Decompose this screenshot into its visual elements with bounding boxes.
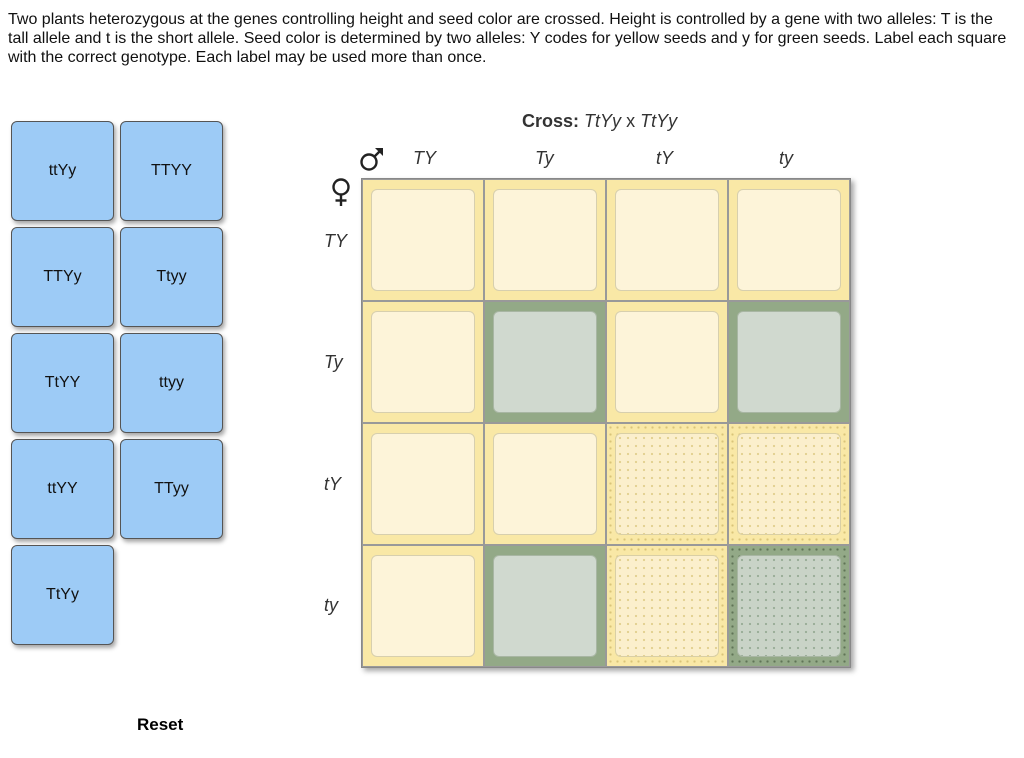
male-gamete-label: tY: [656, 148, 674, 168]
cross-separator: x: [626, 111, 636, 131]
genotype-drop-target[interactable]: [615, 555, 719, 657]
genotype-drop-target[interactable]: [737, 311, 841, 413]
genotype-drop-target[interactable]: [615, 433, 719, 535]
punnett-cell: [728, 179, 850, 301]
male-gamete-label: Ty: [535, 148, 554, 168]
cross-parent1: TtYy: [584, 111, 622, 131]
female-gamete-label: ty: [324, 595, 339, 615]
label-tile[interactable]: ttyy: [120, 333, 223, 433]
label-tile[interactable]: ttYy: [11, 121, 114, 221]
genotype-drop-target[interactable]: [371, 555, 475, 657]
genotype-drop-target[interactable]: [615, 189, 719, 291]
genotype-drop-target[interactable]: [371, 311, 475, 413]
genotype-drop-target[interactable]: [737, 433, 841, 535]
punnett-cell: [362, 179, 484, 301]
genotype-drop-target[interactable]: [493, 433, 597, 535]
genotype-drop-target[interactable]: [371, 189, 475, 291]
punnett-cell: [606, 423, 728, 545]
genotype-drop-target[interactable]: [493, 555, 597, 657]
cross-prefix: Cross:: [522, 111, 580, 131]
punnett-square: [361, 178, 851, 668]
female-gamete-label: tY: [324, 474, 342, 494]
female-gamete-label: Ty: [324, 352, 343, 372]
instructions-text: Two plants heterozygous at the genes controlling height and seed color are crossed. Height is controlled by a gene with two alleles: T is the tall allele and t is the short allele. Seed color is determined by two alleles: Y codes for yellow seeds and y for green seeds. Label each square with the correct genotype. Each label may be used more than once.: [8, 11, 1007, 66]
genotype-drop-target[interactable]: [493, 311, 597, 413]
reset-button[interactable]: Reset: [137, 715, 184, 734]
label-tile[interactable]: TtYY: [11, 333, 114, 433]
genotype-drop-target[interactable]: [615, 311, 719, 413]
cross-parent2: TtYy: [640, 111, 678, 131]
genotype-drop-target[interactable]: [737, 189, 841, 291]
female-gamete-label: TY: [324, 231, 348, 251]
male-gamete-label: TY: [413, 148, 437, 168]
genotype-drop-target[interactable]: [371, 433, 475, 535]
genotype-drop-target[interactable]: [737, 555, 841, 657]
male-symbol-icon: [359, 146, 385, 172]
label-tile[interactable]: TTyy: [120, 439, 223, 539]
label-tile[interactable]: ttYY: [11, 439, 114, 539]
punnett-cell: [606, 545, 728, 667]
punnett-cell: [606, 301, 728, 423]
punnett-cell: [606, 179, 728, 301]
label-tile[interactable]: TTYy: [11, 227, 114, 327]
label-tile[interactable]: TTYY: [120, 121, 223, 221]
punnett-cell: [728, 423, 850, 545]
punnett-cell: [362, 301, 484, 423]
male-gamete-label: ty: [779, 148, 794, 168]
label-tile[interactable]: Ttyy: [120, 227, 223, 327]
cross-title: [522, 111, 677, 132]
punnett-cell: [484, 423, 606, 545]
label-tile[interactable]: TtYy: [11, 545, 114, 645]
punnett-cell: [728, 545, 850, 667]
punnett-cell: [484, 179, 606, 301]
punnett-cell: [362, 545, 484, 667]
punnett-cell: [484, 545, 606, 667]
punnett-cell: [362, 423, 484, 545]
punnett-cell: [484, 301, 606, 423]
female-symbol-icon: [328, 177, 354, 207]
punnett-cell: [728, 301, 850, 423]
genotype-drop-target[interactable]: [493, 189, 597, 291]
